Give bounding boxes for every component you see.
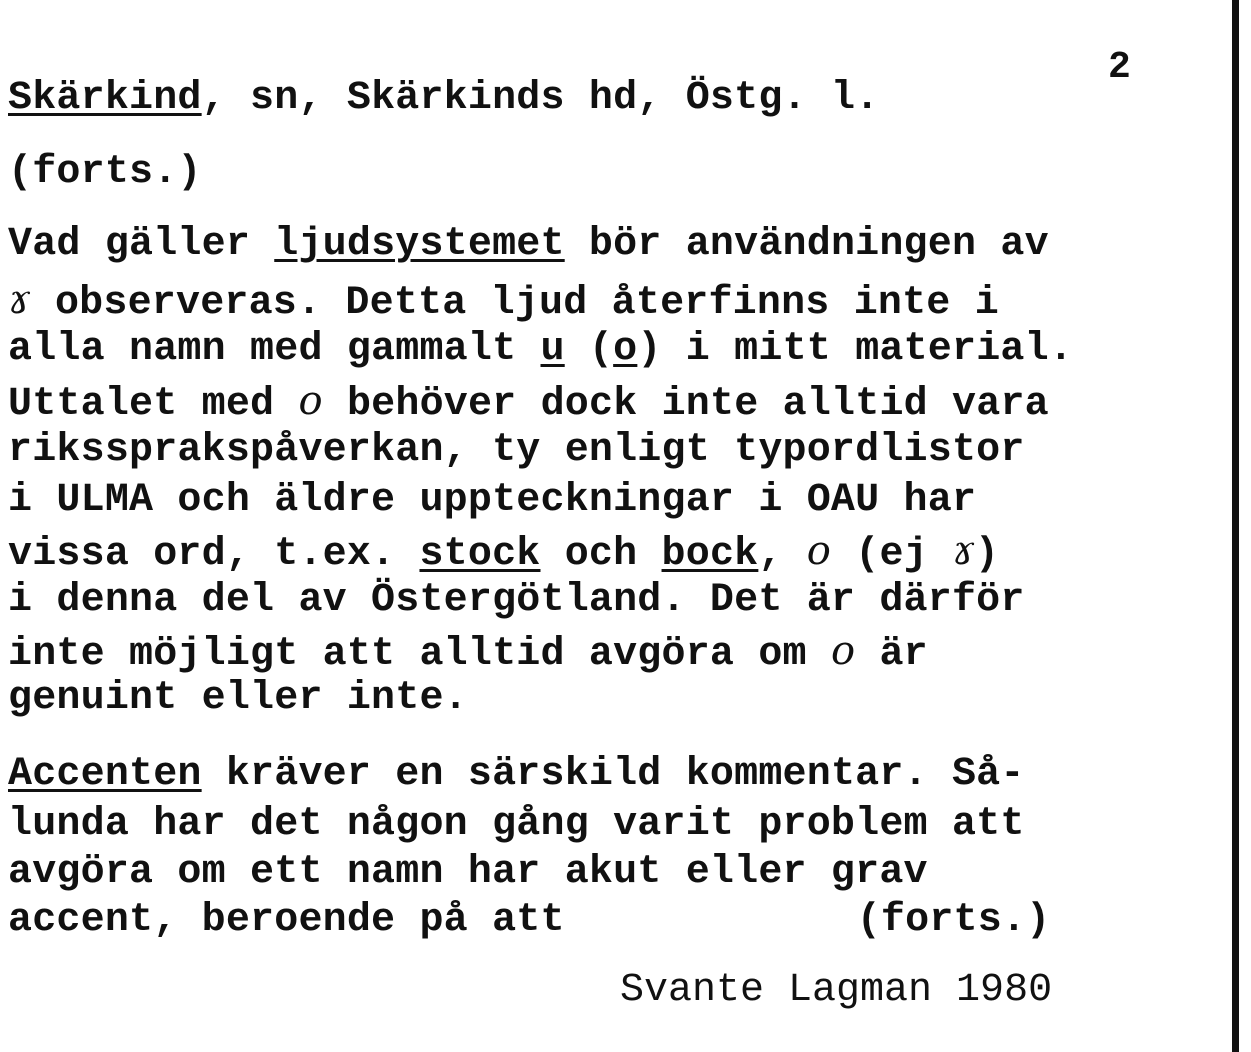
text: accent, beroende på att <box>8 898 565 943</box>
right-edge-rule <box>1232 0 1239 1052</box>
text: , <box>758 532 807 577</box>
text: observeras. Detta ljud återfinns inte i <box>30 281 999 326</box>
phonetic-symbol: ɤ <box>952 528 975 574</box>
para1-line8: i denna del av Östergötland. Det är därför <box>8 578 1025 623</box>
text: bör användningen av <box>564 222 1049 267</box>
page-number: 2 <box>1108 46 1131 89</box>
para1-line1 <box>8 222 1049 267</box>
para1-line6: i ULMA och äldre uppteckningar i OAU har <box>8 478 977 523</box>
para1-line9 <box>8 628 928 677</box>
phonetic-symbol: o <box>298 378 323 424</box>
vowel-u: u <box>540 327 565 372</box>
vowel-o: o <box>613 327 638 372</box>
term-accenten: Accenten <box>8 752 202 797</box>
continuation-note: (forts.) <box>8 150 202 195</box>
text: alla namn med gammalt <box>8 327 541 372</box>
para1-line10: genuint eller inte. <box>8 676 468 721</box>
continuation-note-bottom: (forts.) <box>856 898 1051 943</box>
card-heading <box>8 76 879 121</box>
text: ( <box>564 327 614 372</box>
text: (ej <box>831 532 953 577</box>
text: kräver en särskild kommentar. Så- <box>201 752 1025 797</box>
text: vissa ord, t.ex. <box>8 532 420 577</box>
para1-line5: rikssprakspåverkan, ty enligt typordlistor <box>8 428 1025 473</box>
author-signature: Svante Lagman 1980 <box>620 968 1053 1013</box>
text: ) <box>974 532 1000 577</box>
para1-line7 <box>8 528 999 577</box>
text: och <box>540 532 662 577</box>
para2-line2: lunda har det någon gång varit problem att <box>8 802 1025 847</box>
text: Vad gäller <box>8 222 275 267</box>
text: ) i mitt material. <box>637 327 1074 372</box>
text: Uttalet med <box>8 382 299 427</box>
para1-line3 <box>8 327 1073 372</box>
phonetic-symbol: o <box>830 628 856 674</box>
phonetic-symbol: ɤ <box>8 277 31 323</box>
text: behöver dock inte alltid vara <box>322 382 1049 427</box>
word-bock: bock <box>661 532 759 577</box>
para1-line2 <box>8 277 999 326</box>
phonetic-symbol: o <box>806 528 832 574</box>
place-name: Skärkind <box>8 76 202 121</box>
para2-line4 <box>8 898 1050 943</box>
text: är <box>855 632 928 677</box>
heading-rest: , sn, Skärkinds hd, Östg. l. <box>201 76 880 121</box>
term-ljudsystemet: ljudsystemet <box>274 222 565 267</box>
text: inte möjligt att alltid avgöra om <box>8 632 831 677</box>
para2-line3: avgöra om ett namn har akut eller grav <box>8 850 928 895</box>
para2-line1 <box>8 752 1025 797</box>
para1-line4 <box>8 378 1049 427</box>
word-stock: stock <box>419 532 541 577</box>
